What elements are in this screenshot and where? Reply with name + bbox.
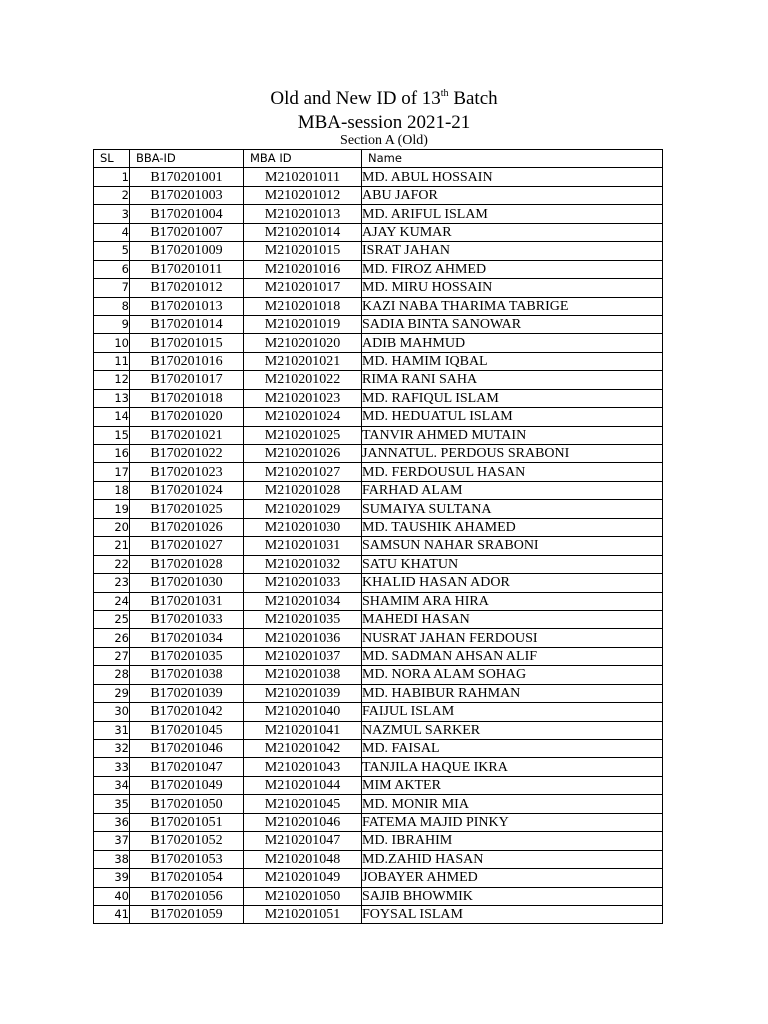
cell-bba-id: B170201046 (130, 740, 244, 758)
cell-sl: 33 (94, 758, 130, 776)
cell-mba-id: M210201040 (244, 703, 362, 721)
table-row (94, 223, 663, 241)
document-subtitle: MBA-session 2021-21 (297, 112, 471, 133)
cell-mba-id: M210201029 (244, 500, 362, 518)
cell-name: AJAY KUMAR (362, 223, 663, 241)
cell-bba-id: B170201018 (130, 389, 244, 407)
cell-mba-id: M210201048 (244, 850, 362, 868)
cell-sl: 26 (94, 629, 130, 647)
cell-mba-id: M210201011 (244, 168, 362, 186)
table-row (94, 813, 663, 831)
cell-mba-id: M210201051 (244, 905, 362, 923)
cell-bba-id: B170201039 (130, 684, 244, 702)
cell-bba-id: B170201016 (130, 352, 244, 370)
cell-sl: 21 (94, 537, 130, 555)
cell-name: JOBAYER AHMED (362, 869, 663, 887)
cell-name: MD. FAISAL (362, 740, 663, 758)
cell-name: MD.ZAHID HASAN (362, 850, 663, 868)
cell-name: ADIB MAHMUD (362, 334, 663, 352)
cell-sl: 15 (94, 426, 130, 444)
cell-name: MD. ABUL HOSSAIN (362, 168, 663, 186)
cell-sl: 40 (94, 887, 130, 905)
table-row (94, 426, 663, 444)
cell-sl: 13 (94, 389, 130, 407)
cell-bba-id: B170201012 (130, 279, 244, 297)
cell-bba-id: B170201054 (130, 869, 244, 887)
id-table (93, 149, 663, 924)
header-bba-id: BBA-ID (130, 150, 244, 168)
cell-bba-id: B170201045 (130, 721, 244, 739)
table-row (94, 463, 663, 481)
cell-bba-id: B170201049 (130, 776, 244, 794)
cell-mba-id: M210201046 (244, 813, 362, 831)
cell-sl: 29 (94, 684, 130, 702)
cell-sl: 8 (94, 297, 130, 315)
table-row (94, 721, 663, 739)
cell-mba-id: M210201034 (244, 592, 362, 610)
cell-mba-id: M210201017 (244, 279, 362, 297)
cell-mba-id: M210201022 (244, 371, 362, 389)
cell-sl: 30 (94, 703, 130, 721)
table-row (94, 500, 663, 518)
cell-sl: 16 (94, 445, 130, 463)
cell-sl: 6 (94, 260, 130, 278)
table-row (94, 371, 663, 389)
cell-sl: 9 (94, 315, 130, 333)
table-row (94, 537, 663, 555)
cell-name: MD. MIRU HOSSAIN (362, 279, 663, 297)
table-row (94, 703, 663, 721)
cell-bba-id: B170201052 (130, 832, 244, 850)
table-row (94, 684, 663, 702)
cell-name: MAHEDI HASAN (362, 610, 663, 628)
cell-mba-id: M210201023 (244, 389, 362, 407)
cell-bba-id: B170201047 (130, 758, 244, 776)
cell-bba-id: B170201056 (130, 887, 244, 905)
cell-bba-id: B170201011 (130, 260, 244, 278)
cell-mba-id: M210201042 (244, 740, 362, 758)
cell-mba-id: M210201026 (244, 445, 362, 463)
cell-bba-id: B170201050 (130, 795, 244, 813)
cell-mba-id: M210201019 (244, 315, 362, 333)
table-row (94, 795, 663, 813)
table-row (94, 740, 663, 758)
cell-sl: 24 (94, 592, 130, 610)
cell-bba-id: B170201020 (130, 408, 244, 426)
cell-bba-id: B170201017 (130, 371, 244, 389)
cell-mba-id: M210201028 (244, 481, 362, 499)
cell-name: TANVIR AHMED MUTAIN (362, 426, 663, 444)
table-row (94, 389, 663, 407)
table-header-row (94, 150, 663, 168)
cell-bba-id: B170201033 (130, 610, 244, 628)
table-row (94, 518, 663, 536)
cell-mba-id: M210201049 (244, 869, 362, 887)
cell-name: ABU JAFOR (362, 186, 663, 204)
header-name: Name (362, 150, 663, 168)
table-body (94, 168, 663, 924)
section-label: Section A (Old) (340, 133, 428, 148)
table-row (94, 334, 663, 352)
cell-bba-id: B170201014 (130, 315, 244, 333)
cell-mba-id: M210201030 (244, 518, 362, 536)
cell-bba-id: B170201042 (130, 703, 244, 721)
cell-bba-id: B170201027 (130, 537, 244, 555)
cell-sl: 3 (94, 205, 130, 223)
table-row (94, 869, 663, 887)
cell-mba-id: M210201020 (244, 334, 362, 352)
cell-bba-id: B170201030 (130, 574, 244, 592)
cell-mba-id: M210201035 (244, 610, 362, 628)
cell-name: FATEMA MAJID PINKY (362, 813, 663, 831)
title-prefix: Old and New ID of 13 (270, 88, 441, 109)
table-row (94, 408, 663, 426)
table-row (94, 242, 663, 260)
cell-sl: 31 (94, 721, 130, 739)
cell-name: MD. ARIFUL ISLAM (362, 205, 663, 223)
cell-name: FAIJUL ISLAM (362, 703, 663, 721)
cell-sl: 32 (94, 740, 130, 758)
cell-name: RIMA RANI SAHA (362, 371, 663, 389)
cell-bba-id: B170201031 (130, 592, 244, 610)
cell-mba-id: M210201039 (244, 684, 362, 702)
cell-sl: 10 (94, 334, 130, 352)
cell-name: SATU KHATUN (362, 555, 663, 573)
cell-name: TANJILA HAQUE IKRA (362, 758, 663, 776)
table-row (94, 279, 663, 297)
cell-mba-id: M210201045 (244, 795, 362, 813)
cell-mba-id: M210201015 (244, 242, 362, 260)
cell-mba-id: M210201047 (244, 832, 362, 850)
cell-mba-id: M210201014 (244, 223, 362, 241)
cell-bba-id: B170201015 (130, 334, 244, 352)
cell-name: SHAMIM ARA HIRA (362, 592, 663, 610)
title-superscript: th (440, 88, 449, 99)
cell-sl: 12 (94, 371, 130, 389)
title-suffix: Batch (448, 88, 498, 109)
cell-name: SADIA BINTA SANOWAR (362, 315, 663, 333)
cell-name: MD. FIROZ AHMED (362, 260, 663, 278)
cell-mba-id: M210201043 (244, 758, 362, 776)
table-row (94, 260, 663, 278)
cell-name: MD. HAMIM IQBAL (362, 352, 663, 370)
cell-name: MD. RAFIQUL ISLAM (362, 389, 663, 407)
cell-name: MD. HEDUATUL ISLAM (362, 408, 663, 426)
cell-mba-id: M210201038 (244, 666, 362, 684)
cell-bba-id: B170201004 (130, 205, 244, 223)
cell-mba-id: M210201050 (244, 887, 362, 905)
table-row (94, 776, 663, 794)
cell-bba-id: B170201023 (130, 463, 244, 481)
cell-sl: 41 (94, 905, 130, 923)
cell-mba-id: M210201016 (244, 260, 362, 278)
cell-name: MD. SADMAN AHSAN ALIF (362, 647, 663, 665)
table-row (94, 647, 663, 665)
cell-sl: 1 (94, 168, 130, 186)
cell-mba-id: M210201036 (244, 629, 362, 647)
cell-mba-id: M210201024 (244, 408, 362, 426)
cell-sl: 22 (94, 555, 130, 573)
table-row (94, 481, 663, 499)
cell-bba-id: B170201009 (130, 242, 244, 260)
cell-sl: 2 (94, 186, 130, 204)
cell-bba-id: B170201022 (130, 445, 244, 463)
cell-mba-id: M210201021 (244, 352, 362, 370)
cell-mba-id: M210201041 (244, 721, 362, 739)
cell-sl: 14 (94, 408, 130, 426)
cell-bba-id: B170201001 (130, 168, 244, 186)
table-row (94, 905, 663, 923)
cell-bba-id: B170201053 (130, 850, 244, 868)
cell-mba-id: M210201027 (244, 463, 362, 481)
cell-name: JANNATUL. PERDOUS SRABONI (362, 445, 663, 463)
cell-name: NAZMUL SARKER (362, 721, 663, 739)
table-row (94, 186, 663, 204)
cell-sl: 36 (94, 813, 130, 831)
header-sl: SL (94, 150, 130, 168)
table-row (94, 666, 663, 684)
cell-bba-id: B170201028 (130, 555, 244, 573)
cell-sl: 4 (94, 223, 130, 241)
table-row (94, 574, 663, 592)
cell-name: SAJIB BHOWMIK (362, 887, 663, 905)
table-row (94, 168, 663, 186)
table-row (94, 850, 663, 868)
cell-sl: 28 (94, 666, 130, 684)
cell-sl: 18 (94, 481, 130, 499)
table-row (94, 315, 663, 333)
cell-name: FOYSAL ISLAM (362, 905, 663, 923)
cell-name: NUSRAT JAHAN FERDOUSI (362, 629, 663, 647)
cell-sl: 25 (94, 610, 130, 628)
cell-name: FARHAD ALAM (362, 481, 663, 499)
cell-name: MD. HABIBUR RAHMAN (362, 684, 663, 702)
cell-name: ISRAT JAHAN (362, 242, 663, 260)
cell-mba-id: M210201031 (244, 537, 362, 555)
cell-name: SAMSUN NAHAR SRABONI (362, 537, 663, 555)
table-row (94, 352, 663, 370)
table-row (94, 832, 663, 850)
cell-mba-id: M210201032 (244, 555, 362, 573)
cell-bba-id: B170201035 (130, 647, 244, 665)
cell-sl: 11 (94, 352, 130, 370)
cell-bba-id: B170201013 (130, 297, 244, 315)
table-row (94, 629, 663, 647)
cell-mba-id: M210201033 (244, 574, 362, 592)
cell-name: MD. TAUSHIK AHAMED (362, 518, 663, 536)
cell-name: MD. IBRAHIM (362, 832, 663, 850)
table-row (94, 610, 663, 628)
table-row (94, 592, 663, 610)
cell-bba-id: B170201038 (130, 666, 244, 684)
document-title (0, 86, 768, 112)
table-row (94, 297, 663, 315)
cell-sl: 35 (94, 795, 130, 813)
cell-mba-id: M210201037 (244, 647, 362, 665)
cell-name: KHALID HASAN ADOR (362, 574, 663, 592)
cell-name: MIM AKTER (362, 776, 663, 794)
table-row (94, 205, 663, 223)
table-row (94, 445, 663, 463)
header-mba-id: MBA ID (244, 150, 362, 168)
cell-sl: 20 (94, 518, 130, 536)
cell-bba-id: B170201026 (130, 518, 244, 536)
cell-bba-id: B170201003 (130, 186, 244, 204)
cell-name: SUMAIYA SULTANA (362, 500, 663, 518)
cell-bba-id: B170201034 (130, 629, 244, 647)
cell-name: KAZI NABA THARIMA TABRIGE (362, 297, 663, 315)
cell-sl: 34 (94, 776, 130, 794)
table-row (94, 555, 663, 573)
cell-sl: 5 (94, 242, 130, 260)
cell-sl: 27 (94, 647, 130, 665)
cell-bba-id: B170201051 (130, 813, 244, 831)
cell-name: MD. NORA ALAM SOHAG (362, 666, 663, 684)
cell-sl: 19 (94, 500, 130, 518)
cell-name: MD. MONIR MIA (362, 795, 663, 813)
cell-sl: 37 (94, 832, 130, 850)
cell-bba-id: B170201059 (130, 905, 244, 923)
cell-mba-id: M210201044 (244, 776, 362, 794)
cell-sl: 39 (94, 869, 130, 887)
cell-bba-id: B170201021 (130, 426, 244, 444)
table-row (94, 758, 663, 776)
cell-sl: 23 (94, 574, 130, 592)
cell-sl: 17 (94, 463, 130, 481)
cell-bba-id: B170201007 (130, 223, 244, 241)
cell-mba-id: M210201012 (244, 186, 362, 204)
cell-name: MD. FERDOUSUL HASAN (362, 463, 663, 481)
table-row (94, 887, 663, 905)
cell-sl: 38 (94, 850, 130, 868)
cell-bba-id: B170201025 (130, 500, 244, 518)
cell-sl: 7 (94, 279, 130, 297)
cell-mba-id: M210201025 (244, 426, 362, 444)
cell-mba-id: M210201018 (244, 297, 362, 315)
cell-bba-id: B170201024 (130, 481, 244, 499)
cell-mba-id: M210201013 (244, 205, 362, 223)
